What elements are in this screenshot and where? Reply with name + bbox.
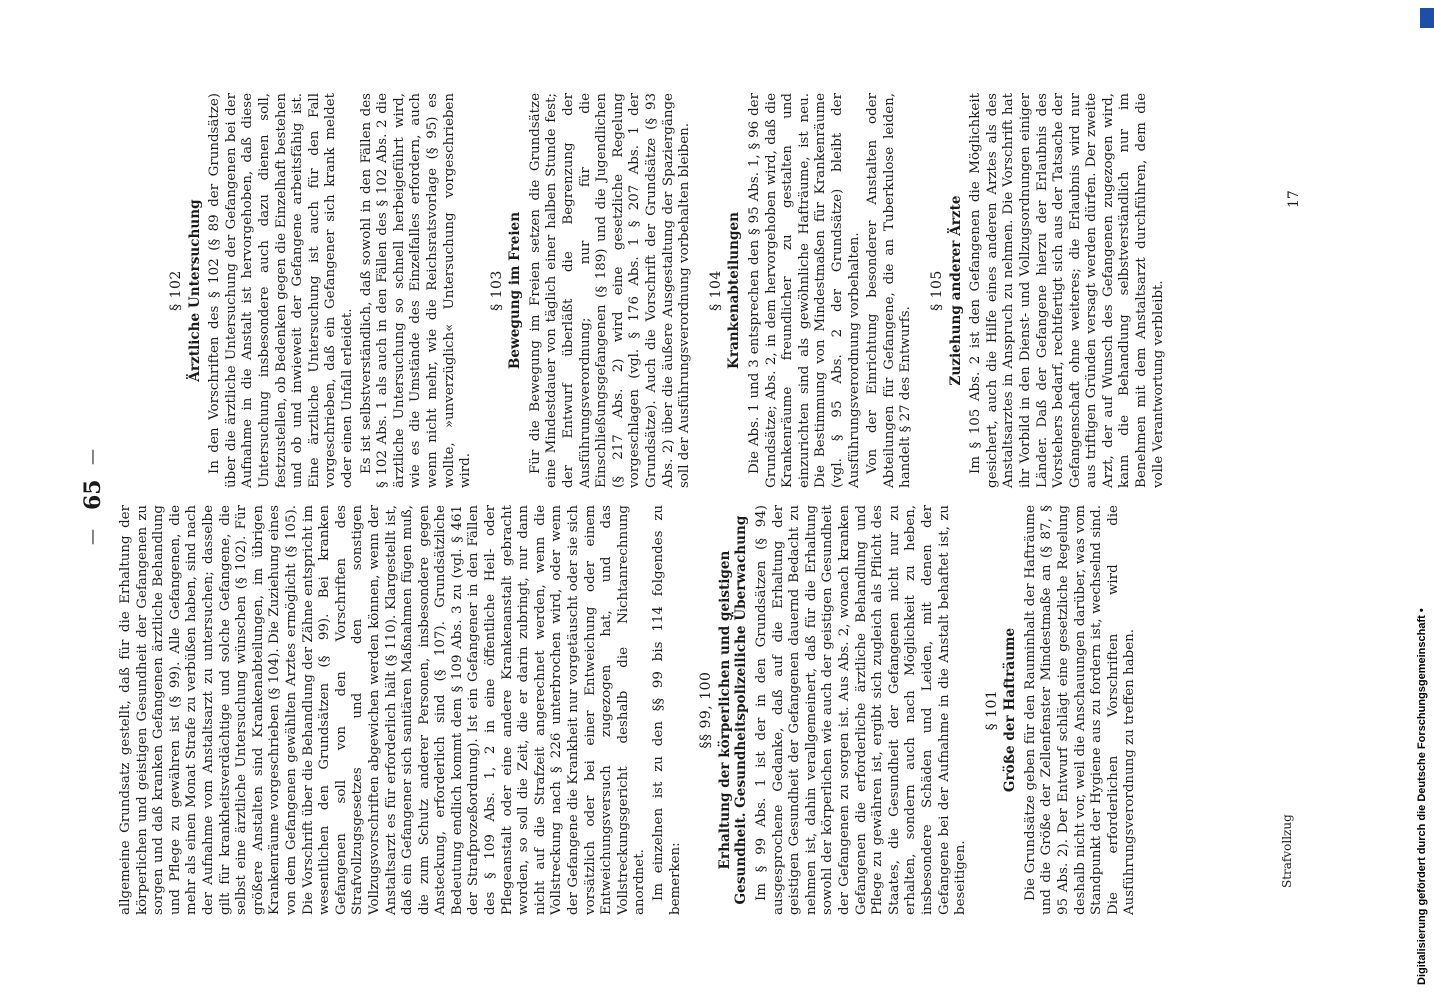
section-99-100: §§ 99, 100 [698,671,715,749]
left-column [118,505,1141,915]
heading-zuziehung: Zuziehung anderer Ärzte [947,195,964,386]
section-101: § 101 [983,689,1000,731]
right-paragraph-2: Es ist selbstverständlich, daß sowohl in den Fällen des § 102 Abs. 1 als auch in den Fällen des § 102 Abs. 2 die ärztliche Untersuchung so schnell herbeigeführt wird, wie es die Umstände des Einzelfalles erfordern, auch wenn nicht mehr, wie die Reichsratsvorlage (§ 95) es wollte, »unverzüglich« Untersuchung vorgeschrieben wird. [358,93,474,488]
heading-aerztliche-untersuchung: Ärztliche Untersuchung [186,199,203,382]
left-paragraph-4: Die Grundsätze geben für den Rauminhalt der Hafträume und die Größe der Zellenfenster Mindestmaße an (§ 87, § 95 Abs. 2). Der Entwurf schlägt eine gesetzliche Regelung deshalb nicht vor, weil die Anschauungen darüber, was vom Standpunkt der Hygiene aus zu fordern ist, wechselnd sind. Die erforderlichen Vorschriften wird die Ausführungsverordnung zu treffen haben. [1022,505,1138,915]
heading-erhaltung: Erhaltung der körperlichen und geistigen Gesundheit. Gesundheitspolizeiliche Überwachung [716,515,750,905]
header-dash-left: — [82,529,101,545]
footer-signature: Strafvollzug [1280,814,1294,888]
section-103: § 103 [488,270,505,311]
left-paragraph-1: allgemeine Grundsatz gestellt, daß für die Erhaltung der körperlichen und geistigen Gesundheit der Gefangenen zu sorgen und daß kranken Gefangenen ärztliche Behandlung und Pflege zu gewähren ist (§ 99). Alle Gefangenen, die mehr als einen Monat Strafe zu verbüßen haben, sind nach der Aufnahme vom Anstaltsarzt zu untersuchen; dasselbe gilt für krankheitsverdächtige und solche Gefangene, die selbst eine ärztliche Untersuchung wünschen (§ 102). Für größere Anstalten sind Krankenabteilungen, im übrigen Krankenräume vorgeschrieben (§ 104). Die Zuziehung eines von dem Gefangenen gewählten Arztes ermöglicht (§ 105). Die Vorschrift über die Behandlung der Zähne entspricht im wesentlichen den Grundsätzen (§ 99). Bei kranken Gefangenen soll von den Vorschriften des Strafvollzugsgesetzes und den sonstigen Vollzugsvorschriften abgewichen werden können, wenn der Anstaltsarzt es für erforderlich hält (§ 110). Klargestellt ist, daß ein Gefangener sich sanitären Maßnahmen fügen muß, die zum Schutz anderer Personen, insbesondere gegen Ansteckung, erforderlich sind (§ 107). Grundsätzliche Bedeutung endlich kommt dem § 109 Abs. 3 zu (vgl. § 461 der Strafprozeßordnung). Ist ein Gefangener in den Fällen des § 109 Abs. 1, 2 in eine öffentliche Heil- oder Pflegeanstalt oder eine andere Krankenanstalt gebracht worden, so soll die Zeit, die er darin zubringt, nur dann nicht auf die Strafzeit angerechnet werden, wenn die Vollstreckung nach § 226 unterbrochen wird, oder wenn der Gefangene die Krankheit nur vorgetäuscht oder sie sich vorsätzlich oder bei einer Entweichung oder einem Entweichungsversuch zugezogen hat, und das Vollstreckungsgericht deshalb die Nichtanrechnung anordnet. [118,505,648,915]
heading-bewegung: Bewegung im Freien [507,211,524,370]
right-paragraph-6: Im § 105 Abs. 2 ist den Gefangenen die Möglichkeit gesichert, auch die Hilfe eines anderen Arztes als des Anstaltsarztes in Anspruch zu nehmen. Die Vorschrift hat ihr Vorbild in den Dienst- und Vollzugsordnungen einiger Länder. Daß der Gefangene hierzu der Erlaubnis des Vorstehers bedarf, rechtfertigt sich aus der Tatsache der Gefangenschaft ohne weiteres; die Erlaubnis wird nur aus triftigen Gründen versagt werden dürfen. Der zweite Arzt, der auf Wunsch des Gefangenen zugezogen wird, kann die Behandlung selbstverständlich nur im Benehmen mit dem Anstaltsarzt durchführen, dem die volle Verantwortung verbleibt. [968,93,1166,488]
page-17: 17 [1286,190,1302,208]
page-number: 65 [80,479,106,510]
left-paragraph-3: Im § 99 Abs. 1 ist der in den Grundsätzen (§ 94) ausgesprochene Gedanke, daß auf die Erhaltung der geistigen Gesundheit der Gefangenen dauernd Bedacht zu nehmen ist, dahin verallgemeinert, daß für die Erhaltung sowohl der körperlichen wie auch der geistigen Gesundheit der Gefangenen zu sorgen ist. Aus Abs. 2, wonach kranken Gefangenen die erforderliche ärztliche Behandlung und Pflege zu gewähren ist, ergibt sich zugleich als Pflicht des Staates, die Gesundheit der Gefangenen nicht nur zu erhalten, sondern auch nach Möglichkeit zu heben, insbesondere Schäden und Leiden, mit denen der Gefangene bei der Aufnahme in die Anstalt behaftet ist, zu beseitigen. [753,505,969,915]
heading-groesse: Größe der Hafträume [1002,627,1019,793]
section-102: § 102 [168,270,184,311]
right-paragraph-5: Von der Einrichtung besonderer Anstalten oder Abteilungen für Gefangene, die an Tuberkulose leiden, handelt § 27 des Entwurfs. [865,93,914,488]
heading-krankenabteilungen: Krankenabteilungen [726,212,743,369]
right-paragraph-3: Für die Bewegung im Freien setzen die Grundsätze eine Mindestdauer von täglich einer halben Stunde fest; der Entwurf überläßt die Begrenzung der Ausführungsverordnung; nur für die Einschließungsgefangenen (§ 189) und die Jugendlichen (§ 217 Abs. 2) wird eine gesetzliche Regelung vorgeschlagen (vgl. § 176 Abs. 1 § 207 Abs. 1 der Grundsätze). Auch die Vorschrift der Grundsätze (§ 93 Abs. 2) über die äußere Ausgestaltung der Spaziergänge soll der Ausführungsverordnung vorbehalten bleiben. [527,93,693,488]
section-105: § 105 [928,270,945,311]
section-104: § 104 [707,270,724,311]
header-dash-right: — [82,449,101,465]
right-column [168,93,1169,488]
dfg-credit: Digitalisierung gefördert durch die Deutsche Forschungsgemeinschaft • [1416,608,1428,985]
dfg-logo-icon [1420,8,1434,28]
left-paragraph-2: Im einzelnen ist zu den §§ 99 bis 114 folgendes zu bemerken: [651,505,683,915]
right-paragraph-1: In den Vorschriften des § 102 (§ 89 der Grundsätze) über die ärztliche Untersuchung der Gefangenen bei der Aufnahme in die Anstalt ist hervorgehoben, daß diese Untersuchung insbesondere auch dazu dienen soll, festzustellen, ob Bedenken gegen die Einzelhaft bestehen und ob und inwieweit der Gefangene arbeitsfähig ist. Eine ärztliche Untersuchung ist auch für den Fall vorgeschrieben, daß ein Gefangener sich krank meldet oder einen Unfall erleidet. [207,93,355,488]
right-paragraph-4: Die Abs. 1 und 3 entsprechen den § 95 Abs. 1, § 96 der Grundsätze; Abs. 2, in dem hervorgehoben wird, daß die Krankenräume freundlicher zu gestalten und einzurichten sind als gewöhnliche Hafträume, ist neu. Die Bestimmung von Mindestmaßen für Krankenräume (vgl. § 95 Abs. 2 der Grundsätze) bleibt der Ausführungsverordnung vorbehalten. [747,93,862,488]
